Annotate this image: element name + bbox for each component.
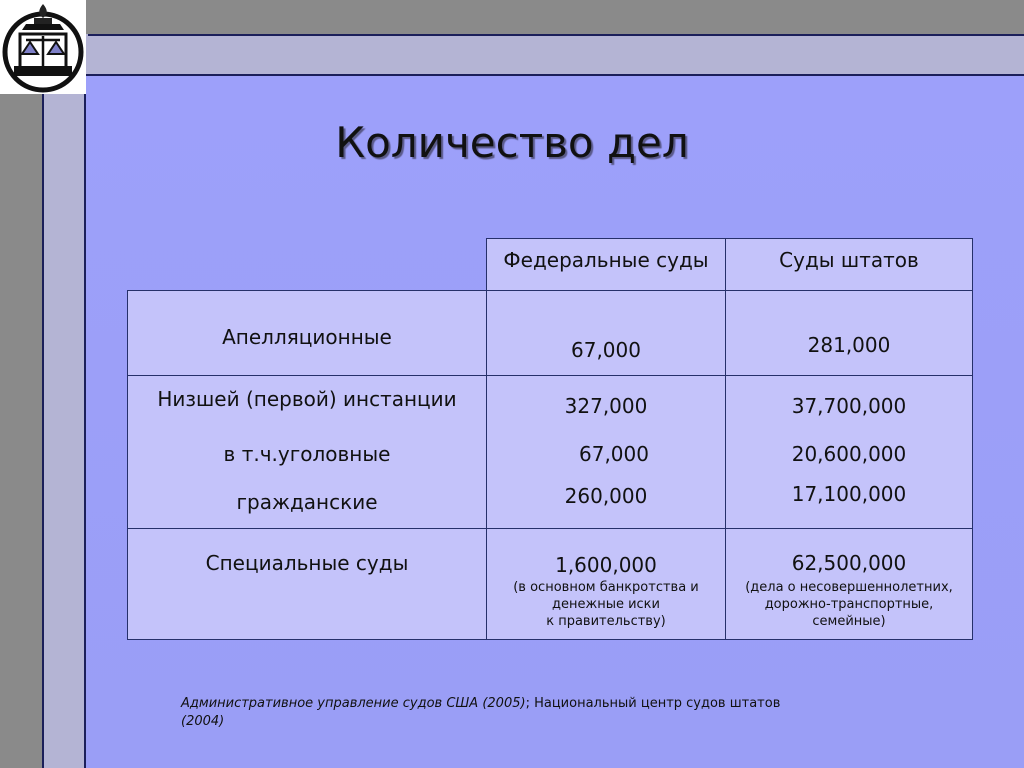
note-line: денежные иски [552, 597, 660, 612]
column-label-state: Суды штатов [779, 248, 919, 272]
column-label-federal: Федеральные суды [503, 248, 709, 272]
row-label-special: Специальные суды [205, 551, 409, 575]
value-lower-state: 37,700,000 [791, 394, 907, 418]
note-line: (дела о несовершеннолетних, [745, 580, 953, 595]
row-appellate-federal-cell [486, 290, 726, 376]
note-line: к правительству) [546, 614, 666, 629]
source-part-1: Административное управление судов США (2005) [181, 696, 526, 711]
source-footnote [181, 695, 861, 731]
source-part-2: ; Национальный центр судов штатов [525, 696, 781, 711]
value-special-federal: 1,600,000 [555, 553, 657, 577]
note-line: дорожно-транспортные, [764, 597, 934, 612]
logo [0, 0, 86, 94]
note-special-state [725, 579, 973, 630]
value-civil-state: 17,100,000 [791, 482, 907, 506]
value-special-state: 62,500,000 [791, 551, 907, 575]
note-line: (в основном банкротства и [513, 580, 699, 595]
value-civil-federal: 260,000 [564, 484, 648, 508]
value-lower-federal: 327,000 [564, 394, 648, 418]
row-label-criminal: в т.ч.уголовные [223, 442, 391, 466]
row-label-appellate: Апелляционные [222, 325, 392, 349]
note-special-federal [486, 579, 726, 630]
value-criminal-state: 20,600,000 [791, 442, 907, 466]
source-part-3: (2004) [181, 714, 225, 729]
note-line: семейные) [812, 614, 886, 629]
value-appellate-state: 281,000 [807, 333, 891, 357]
value-appellate-federal: 67,000 [571, 338, 641, 362]
scales-of-justice-logo-icon [0, 0, 86, 94]
value-criminal-federal: 67,000 [579, 442, 649, 466]
row-special-label-cell [127, 528, 487, 640]
row-label-civil: гражданские [236, 490, 378, 514]
row-label-lower: Низшей (первой) инстанции [157, 387, 457, 411]
top-frame-band [86, 34, 1024, 76]
slide-title: Количество дел [335, 118, 689, 167]
